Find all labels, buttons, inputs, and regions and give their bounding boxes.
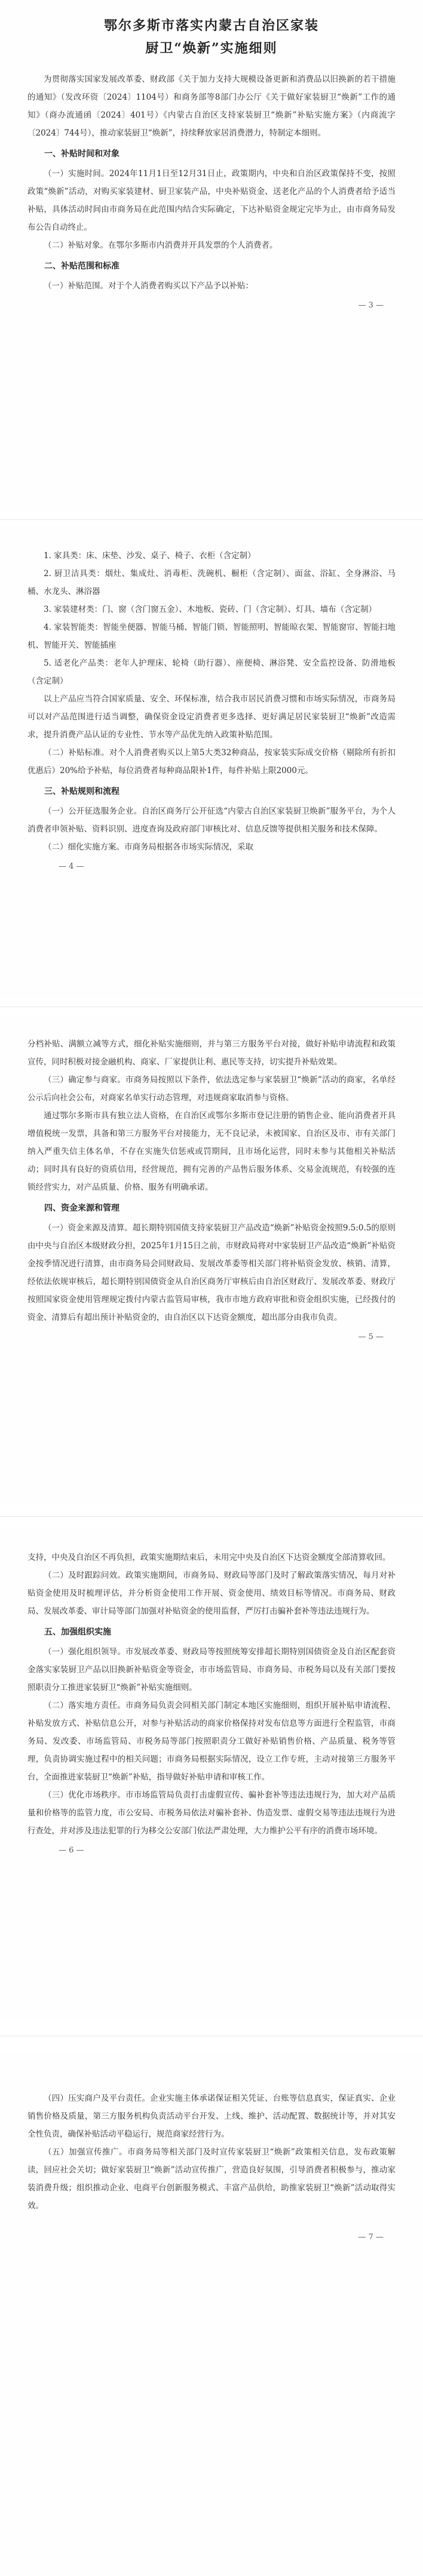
document-page-5 (0, 2054, 423, 2576)
page-number: — 5 — (358, 1332, 384, 1341)
document-page-4 (0, 1528, 423, 2018)
document-page-2 (0, 527, 423, 998)
list-item-building-materials: 3. 家装建材类：门、窗（含门窗五金）、木地板、瓷砖、门（含定制）、灯具、墙布（含定制） (44, 605, 377, 614)
list-item-smart-home: 4. 家装智能类：智能坐便器、智能马桶、智能门锁、智能照明、智能晾衣架、智能窗帘、智能扫地机、智能开关、智能插座 (27, 623, 396, 650)
list-item-elderly-products: 5. 适老化产品类：老年人护理床、轮椅（助行器）、座便椅、淋浴凳、安全监控设备、防滑地板（含定制） (27, 658, 396, 686)
paragraph-merchant-selection: （三）确定参与商家。市商务局按照以下条件，依法选定参与家装厨卫“焕新”活动的商家，名单经公示后向社会公布，对商家名单实行动态管理，对违规商家取消参与资格。 (27, 1075, 396, 1103)
paragraph-tracking: （二）及时跟踪问效。政策实施期间，市商务局、财政局等部门及时了解政策落实情况，每月对补贴资金使用及时梳理评估，并分析资金使用工作开展、资金使用、绩效目标等情况。市商务局、财政局、发展改革委、审计局等部门加强对补贴资金的使用监督，严厉打击骗补套补等违法违规行为。 (27, 1571, 396, 1616)
page-number: — 7 — (358, 2233, 384, 2242)
paragraph-platform-selection: （一）公开征选服务企业。自治区商务厅公开征选“内蒙古自治区家装厨卫焕新”服务平台，为个人消费者申领补贴、资料识别、进度查询及政府部门审核比对、信息反馈等提供相关服务和技术保障。 (27, 807, 396, 834)
paragraph-local-responsibility: （二）落实地方责任。市商务局负责会同相关部门制定本地区实施细则，组织开展补贴申请流程、补贴发放方式、补贴信息公开，对参与补贴活动的商家价格保持对发布信息等方面进行全程监管，市商务局、发改委、市场监管局、市税务局等部门按照职责分工做好补贴销售价格、产品质量、税务等管理，负责协调实施过程中的相关问题；市商务局根据实际情况，设立工作专班，主动对接第三方服务平台，全面推进家装厨卫“焕新”补贴，指导做好补贴申请和审核工作。 (27, 1701, 396, 1782)
paragraph-merchant-criteria: 通过鄂尔多斯市具有独立法人资格，在自治区或鄂尔多斯市登记注册的销售企业、能向消费者开具增值税统一发票，具备和第三方服务平台对接能力，无不良记录，未被国家、自治区及市、市有关部门纳入严重失信主体名单，不存在实施失信惩戒或罚期间，且市场化运营，同时未参与其他相关补贴活动；同时具有良好的资质信用，经营规范，拥有完善的产品售后服务体系、交易金流规范，有较强的连锁经营实力，对产品质量、价格、服务有明确承诺。 (27, 1111, 396, 1192)
paragraph-implementation-time: （一）实施时间。2024年11月1日至12月31日止，政策期内，中央和自治区政策保持不变，按照政策“焕新”活动，对购买家装建材、厨卫家装产品，中央补贴资金、送老化产品的个人消费者给予适当补贴，具体活动时间由市商务局在此范围内结合实际确定，下达补贴资金规定完毕为止，由市商务局发布公告自动终止。 (27, 169, 396, 232)
section-heading-1: 一、补贴时间和对象 (44, 149, 119, 159)
document-title-line-1: 鄂尔多斯市落实内蒙古自治区家装 (103, 18, 319, 33)
paragraph-tiered-subsidy: 分档补贴、满额立减等方式，细化补贴实施细则，并与第三方服务平台对接，做好补贴申请流程和政策宣传，同时积极对接金融机构、商家、厂家提供让利、惠民等支持，切实提升补贴效果。 (27, 1039, 396, 1067)
page-number: — 6 — (59, 1846, 84, 1855)
section-heading-3: 三、补贴规则和流程 (44, 787, 119, 796)
section-heading-4: 四、资金来源和管理 (44, 1204, 119, 1213)
document-title-line-2: 厨卫“焕新”实施细则 (145, 41, 278, 56)
page-number: — 4 — (59, 862, 84, 871)
list-item-kitchen-bath: 2. 厨卫洁具类：烟灶、集成灶、消毒柜、洗碗机、橱柜（含定制）、面盆、浴缸、全身淋浴、马桶、水龙头、淋浴器 (27, 569, 396, 596)
page-divider (0, 519, 423, 520)
section-heading-5: 五、加强组织实施 (44, 1627, 111, 1637)
intro-paragraph: 为贯彻落实国家发展改革委、财政部《关于加力支持大规模设备更新和消费品以旧换新的若干措施的通知》（发改环资〔2024〕1104号）和商务部等8部门办公厅《关于做好家装厨卫“焕新”工作的通知》（商办流通函〔2024〕401号）《内蒙古自治区支持家装厨卫“焕新”补贴实施方案》（内商流字〔2024〕744号），推动家装厨卫“焕新”，持续释放家居消费潜力，特制定本细则。 (27, 75, 396, 138)
paragraph-implementation-plan: （二）细化实施方案。市商务局根据各市场实际情况，采取 (44, 842, 253, 852)
document-page-3 (0, 1015, 423, 1504)
page-number: — 3 — (358, 301, 384, 310)
paragraph-merchant-platform-duty: （四）压实商户及平台责任。企业实施主体承诺保证相关凭证、台账等信息真实，保证真实、企业销售价格及质量，第三方服务机构负责活动平台开发、上线、维护、活动配置、数据统计等，并对其安全性负责，确保补贴活动平稳运行，规范商家经营行为。 (27, 2094, 396, 2139)
paragraph-fund-recovery: 支持，中央及自治区不再负担，政策实施期结束后，未用完中央及自治区下达资金额度全部清算收回。 (27, 1553, 391, 1562)
paragraph-product-standards: 以上产品应当符合国家质量、安全、环保标准，结合我市居民消费习惯和市场实际情况，市商务局可以对产品范围进行适当调整，确保资金设定消费者更多选择、更好满足居民家装厨卫“焕新”改造需求，提升消费产品认证的专业性、节水等产品优先纳入政策补贴范围。 (27, 694, 396, 740)
section-heading-2: 二、补贴范围和标准 (44, 261, 119, 271)
paragraph-fund-source: （一）资金来源及清算。超长期特别国债支持家装厨卫产品改造“焕新”补贴资金按照9.5:0.5的原则由中央与自治区本级财政分担，2025年1月15日之前，市财政局将对中家装厨卫产品改造“焕新”补贴资金按季情况进行清算，由市商务局会同财政局、发展改革委等相关部门将补贴资金发放、核销、清算，经依法依规审核后，超长期特别国债资金从自治区商务厅审核后由自治区财政厅、发展改革委、财政厅按照国家资金使用管理规定拨付内蒙古监管局审核，我市市地方政府审批和资金组织实施，已经拨付的资金、清算后有超出预计补贴资金的，由自治区以下达资金额度，超出部分由我市负责。 (27, 1223, 396, 1322)
paragraph-subsidy-standard: （二）补贴标准。对个人消费者购买以上第5大类32种商品，按家装实际成交价格（剔除所有折扣优惠后）20%给予补贴，每位消费者每种商品限补1件，每件补贴上限2000元。 (27, 748, 396, 775)
paragraph-publicity: （五）加强宣传推广。市商务局等相关部门及时宣传家装厨卫“焕新”政策相关信息，发布政策解读，回应社会关切；做好家装厨卫“焕新”活动宣传推广，营造良好氛围，引导消费者积极参与，推动家装消费升级；组织推动企业、电商平台创新服务模式、丰富产品供给，助推家装厨卫“焕新”活动取得实效。 (27, 2147, 396, 2211)
list-item-furniture: 1. 家具类：床、床垫、沙发、桌子、椅子、衣柜（含定制） (44, 551, 256, 561)
paragraph-subsidy-target: （二）补贴对象。在鄂尔多斯市内消费并开具发票的个人消费者。 (44, 241, 278, 250)
document-page-1 (0, 0, 423, 513)
paragraph-market-order: （三）优化市场秩序。市市场监管局负责打击虚假宣传、骗补套补等违法违规行为，加大对产品质量和价格等的监管力度，市公安局、市税务局依法对骗补套补、伪造发票、虚假交易等违法违规行为进行查处，并对涉及违法犯罪的行为移交公安部门依法严肃处理，大力维护公平有序的消费市场环境。 (27, 1790, 396, 1836)
paragraph-subsidy-scope: （一）补贴范围。对于个人消费者购买以下产品予以补贴： (44, 281, 253, 291)
page-divider (0, 1516, 423, 1517)
paragraph-organization-leadership: （一）强化组织领导。市发展改革委、财政局等按照统筹安排超长期特别国债资金及自治区配套资金落实家装厨卫产品以旧换新补贴资金等资金，市市场监管局、市商务局、市税务局以及有关部门要按照职责分工推进家装厨卫“焕新”补贴实施细则。 (27, 1647, 396, 1692)
